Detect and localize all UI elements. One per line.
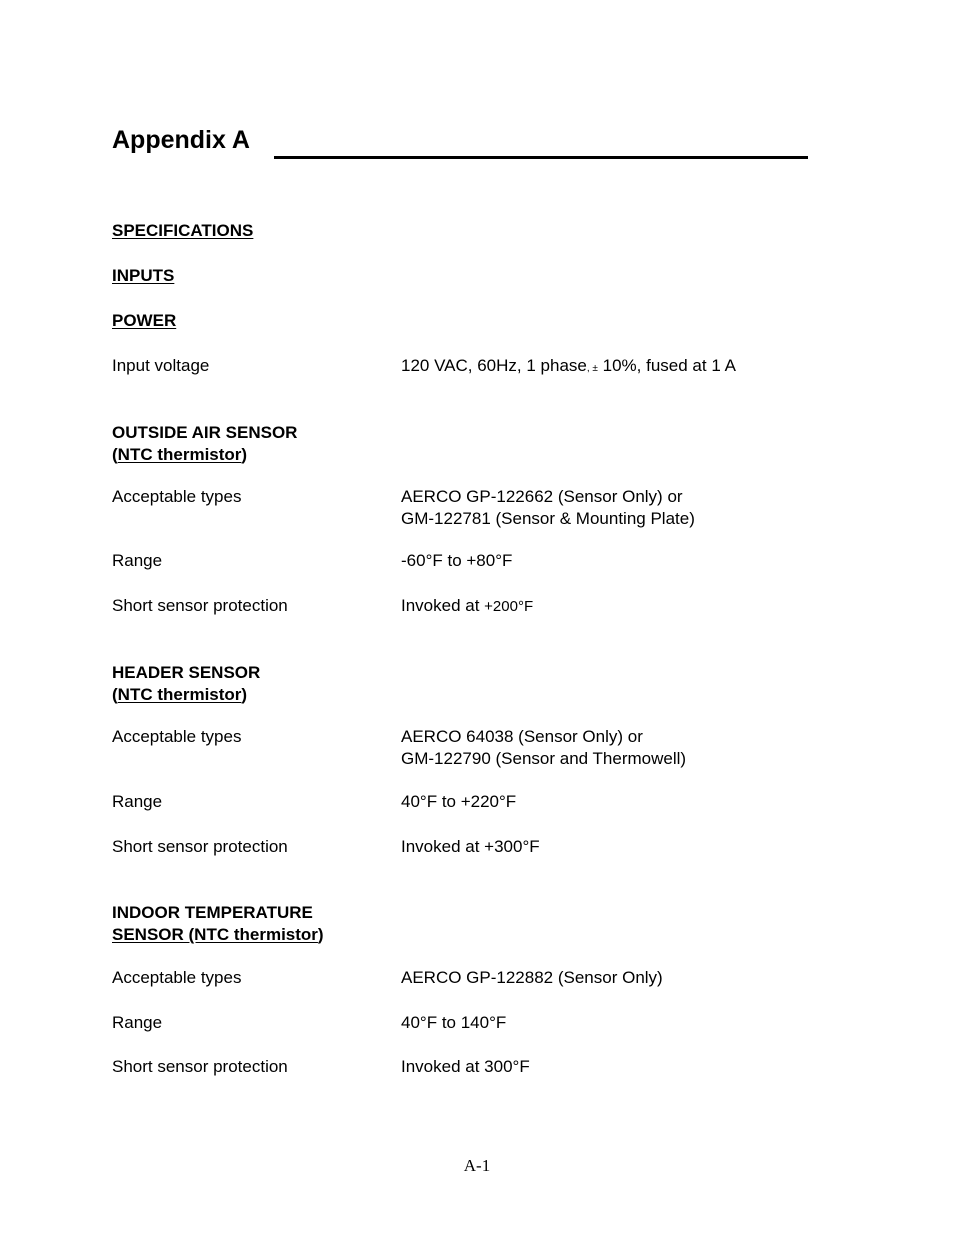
paren-close: )	[317, 925, 324, 944]
input-voltage-value-b: 10%, fused at 1 A	[602, 356, 736, 375]
header-sensor-short-label: Short sensor protection	[112, 837, 288, 856]
plus-minus-sign: , ±	[586, 363, 598, 374]
header-sensor-short-value: Invoked at +300°F	[401, 837, 540, 856]
header-sensor-heading-line2	[112, 684, 260, 706]
heading-indoor-temperature-sensor	[112, 902, 324, 946]
indoor-types-value: AERCO GP-122882 (Sensor Only)	[401, 968, 663, 987]
outside-air-range-label: Range	[112, 551, 163, 570]
heading-specifications: SPECIFICATIONS	[112, 221, 254, 240]
outside-air-heading-line2	[112, 444, 297, 466]
heading-header-sensor	[112, 662, 260, 706]
indoor-heading-line1: INDOOR TEMPERATURE	[112, 903, 313, 922]
outside-air-types-label: Acceptable types	[112, 487, 242, 506]
outside-air-heading-line1: OUTSIDE AIR SENSOR	[112, 423, 298, 442]
indoor-short-value: Invoked at 300°F	[401, 1057, 530, 1076]
heading-inputs: INPUTS	[112, 266, 175, 285]
page-title: Appendix A	[112, 126, 250, 154]
input-voltage-label: Input voltage	[112, 356, 210, 375]
header-sensor-range-label: Range	[112, 792, 163, 811]
header-sensor-types-value-2: GM-122790 (Sensor and Thermowell)	[401, 749, 687, 768]
indoor-types-label: Acceptable types	[112, 968, 242, 987]
indoor-range-value: 40°F to 140°F	[401, 1013, 507, 1032]
paren-close: )	[241, 685, 248, 704]
outside-air-range-value: -60°F to +80°F	[401, 551, 513, 570]
heading-outside-air-sensor	[112, 422, 297, 466]
outside-air-short-label: Short sensor protection	[112, 596, 288, 615]
header-sensor-types-label: Acceptable types	[112, 727, 242, 746]
header-sensor-types-value-1: AERCO 64038 (Sensor Only) or	[401, 727, 643, 746]
input-voltage-value-a: 120 VAC, 60Hz, 1 phase	[401, 356, 587, 375]
header-sensor-heading-line1: HEADER SENSOR	[112, 663, 261, 682]
indoor-heading-line2	[112, 924, 324, 946]
ntc-thermistor-text: NTC thermistor	[117, 685, 242, 704]
paren-open: (	[112, 445, 118, 464]
indoor-heading-underlined: SENSOR (NTC thermistor	[112, 925, 318, 944]
outside-air-short-value-a: Invoked at	[401, 596, 485, 615]
page-number: A-1	[463, 1156, 491, 1175]
outside-air-types-value	[401, 486, 695, 530]
ntc-thermistor-text: NTC thermistor	[117, 445, 242, 464]
paren-close: )	[241, 445, 248, 464]
outside-air-short-value-b: +200°F	[484, 598, 534, 615]
header-sensor-types-value	[401, 726, 686, 770]
input-voltage-value	[401, 355, 736, 380]
header-sensor-range-value: 40°F to +220°F	[401, 792, 517, 811]
outside-air-types-value-1: AERCO GP-122662 (Sensor Only) or	[401, 487, 683, 506]
outside-air-short-value	[401, 595, 533, 618]
indoor-short-label: Short sensor protection	[112, 1057, 288, 1076]
paren-open: (	[112, 685, 118, 704]
indoor-range-label: Range	[112, 1013, 163, 1032]
title-rule	[274, 156, 808, 159]
heading-power: POWER	[112, 311, 177, 330]
outside-air-types-value-2: GM-122781 (Sensor & Mounting Plate)	[401, 509, 695, 528]
